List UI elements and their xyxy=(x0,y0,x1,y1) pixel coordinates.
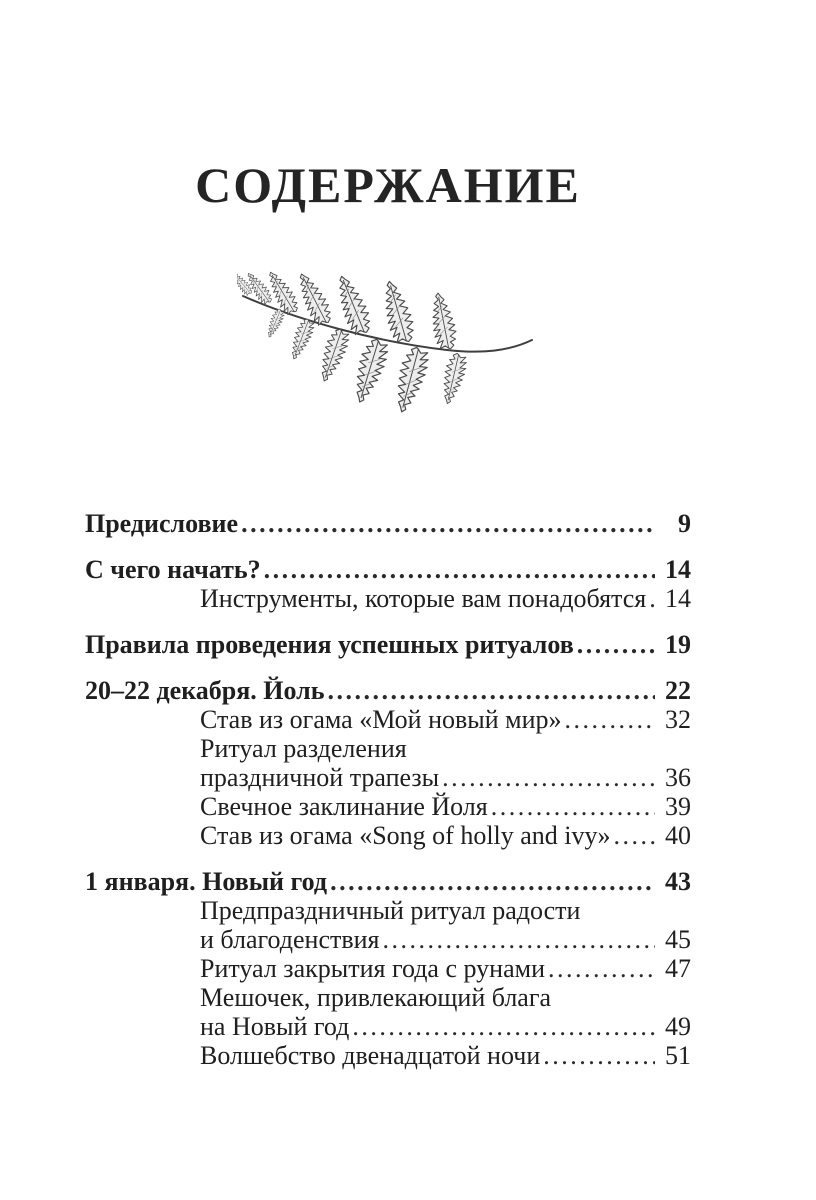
toc-entry xyxy=(85,584,691,613)
toc-entry xyxy=(85,983,691,1041)
toc-entry-label: Инструменты, которые вам понадобятся xyxy=(200,584,647,613)
dot-leader xyxy=(577,630,655,659)
toc-entry-page: 22 xyxy=(665,676,691,705)
toc-entry xyxy=(85,954,691,983)
toc-entry-page: 36 xyxy=(665,763,691,792)
toc-entry xyxy=(85,896,691,954)
toc-entry xyxy=(85,705,691,734)
toc-entry-line xyxy=(200,584,691,613)
dot-leader xyxy=(264,555,655,584)
toc-entry-line xyxy=(200,705,691,734)
toc-entry xyxy=(85,555,691,584)
toc-list xyxy=(85,509,691,1070)
toc-entry-line xyxy=(200,763,691,792)
toc-entry-line xyxy=(200,954,691,983)
toc-entry xyxy=(85,867,691,896)
toc-entry-line xyxy=(200,792,691,821)
toc-entry-label: С чего начать? xyxy=(85,555,261,584)
dot-leader xyxy=(330,867,655,896)
toc-entry-label: Ритуал закрытия года с рунами xyxy=(200,954,545,983)
toc-entry-label: 20–22 декабря. Йоль xyxy=(85,676,325,705)
dot-leader xyxy=(241,509,655,538)
toc-entry-label: Став из огама «Song of holly and ivy» xyxy=(200,821,611,850)
toc-entry-page: 14 xyxy=(665,555,691,584)
dot-leader xyxy=(565,705,655,734)
dot-leader xyxy=(442,763,655,792)
dot-leader xyxy=(649,584,655,613)
toc-entry xyxy=(85,630,691,659)
toc-entry-page: 49 xyxy=(665,1012,691,1041)
toc-entry-line xyxy=(85,867,691,896)
toc-entry-page: 40 xyxy=(665,821,691,850)
toc-entry-label: Волшебство двенадцатой ночи xyxy=(200,1041,541,1070)
toc-entry-line xyxy=(200,821,691,850)
toc-entry-label: Предисловие xyxy=(85,509,239,538)
toc-entry xyxy=(85,734,691,792)
toc-entry-page: 45 xyxy=(665,925,691,954)
toc-entry-label: и благоденствия xyxy=(200,925,380,954)
toc-entry-label-line1: Предпраздничный ритуал радости xyxy=(200,896,581,925)
toc-entry-line xyxy=(85,555,691,584)
toc-entry-page: 39 xyxy=(665,792,691,821)
toc-entry-label-line1: Мешочек, привлекающий блага xyxy=(200,983,552,1012)
dot-leader xyxy=(352,1012,655,1041)
toc-entry-label: на Новый год xyxy=(200,1012,350,1041)
toc-entry-label: Став из огама «Мой новый мир» xyxy=(200,705,562,734)
dot-leader xyxy=(328,676,655,705)
dot-leader xyxy=(543,1041,655,1070)
dot-leader xyxy=(614,821,655,850)
toc-entry-page: 9 xyxy=(678,509,691,538)
toc-entry xyxy=(85,676,691,705)
dot-leader xyxy=(491,792,655,821)
toc-entry-line xyxy=(85,509,691,538)
toc-entry xyxy=(85,509,691,538)
toc-entry-line xyxy=(200,1012,691,1041)
toc-entry-line xyxy=(200,1041,691,1070)
toc-entry-page: 19 xyxy=(665,630,691,659)
toc-entry-page: 51 xyxy=(665,1041,691,1070)
toc-entry-label: Свечное заклинание Йоля xyxy=(200,792,488,821)
toc-entry-line xyxy=(85,630,691,659)
toc-entry xyxy=(85,821,691,850)
toc-entry xyxy=(85,1041,691,1070)
toc-entry-label: 1 января. Новый год xyxy=(85,867,328,896)
toc-entry-page: 43 xyxy=(665,867,691,896)
dot-leader xyxy=(548,954,655,983)
toc-entry-label: праздничной трапезы xyxy=(200,763,440,792)
toc-entry xyxy=(85,792,691,821)
toc-entry-page: 47 xyxy=(665,954,691,983)
fern-icon xyxy=(237,262,537,434)
fern-illustration xyxy=(237,262,537,434)
toc-entry-page: 32 xyxy=(665,705,691,734)
toc-entry-line xyxy=(200,925,691,954)
toc-entry-page: 14 xyxy=(665,584,691,613)
toc-entry-label: Правила проведения успешных ритуалов xyxy=(85,630,574,659)
dot-leader xyxy=(383,925,655,954)
toc-entry-label-line1: Ритуал разделения xyxy=(200,734,407,763)
page-title: СОДЕРЖАНИЕ xyxy=(195,157,581,213)
toc-entry-line xyxy=(85,676,691,705)
